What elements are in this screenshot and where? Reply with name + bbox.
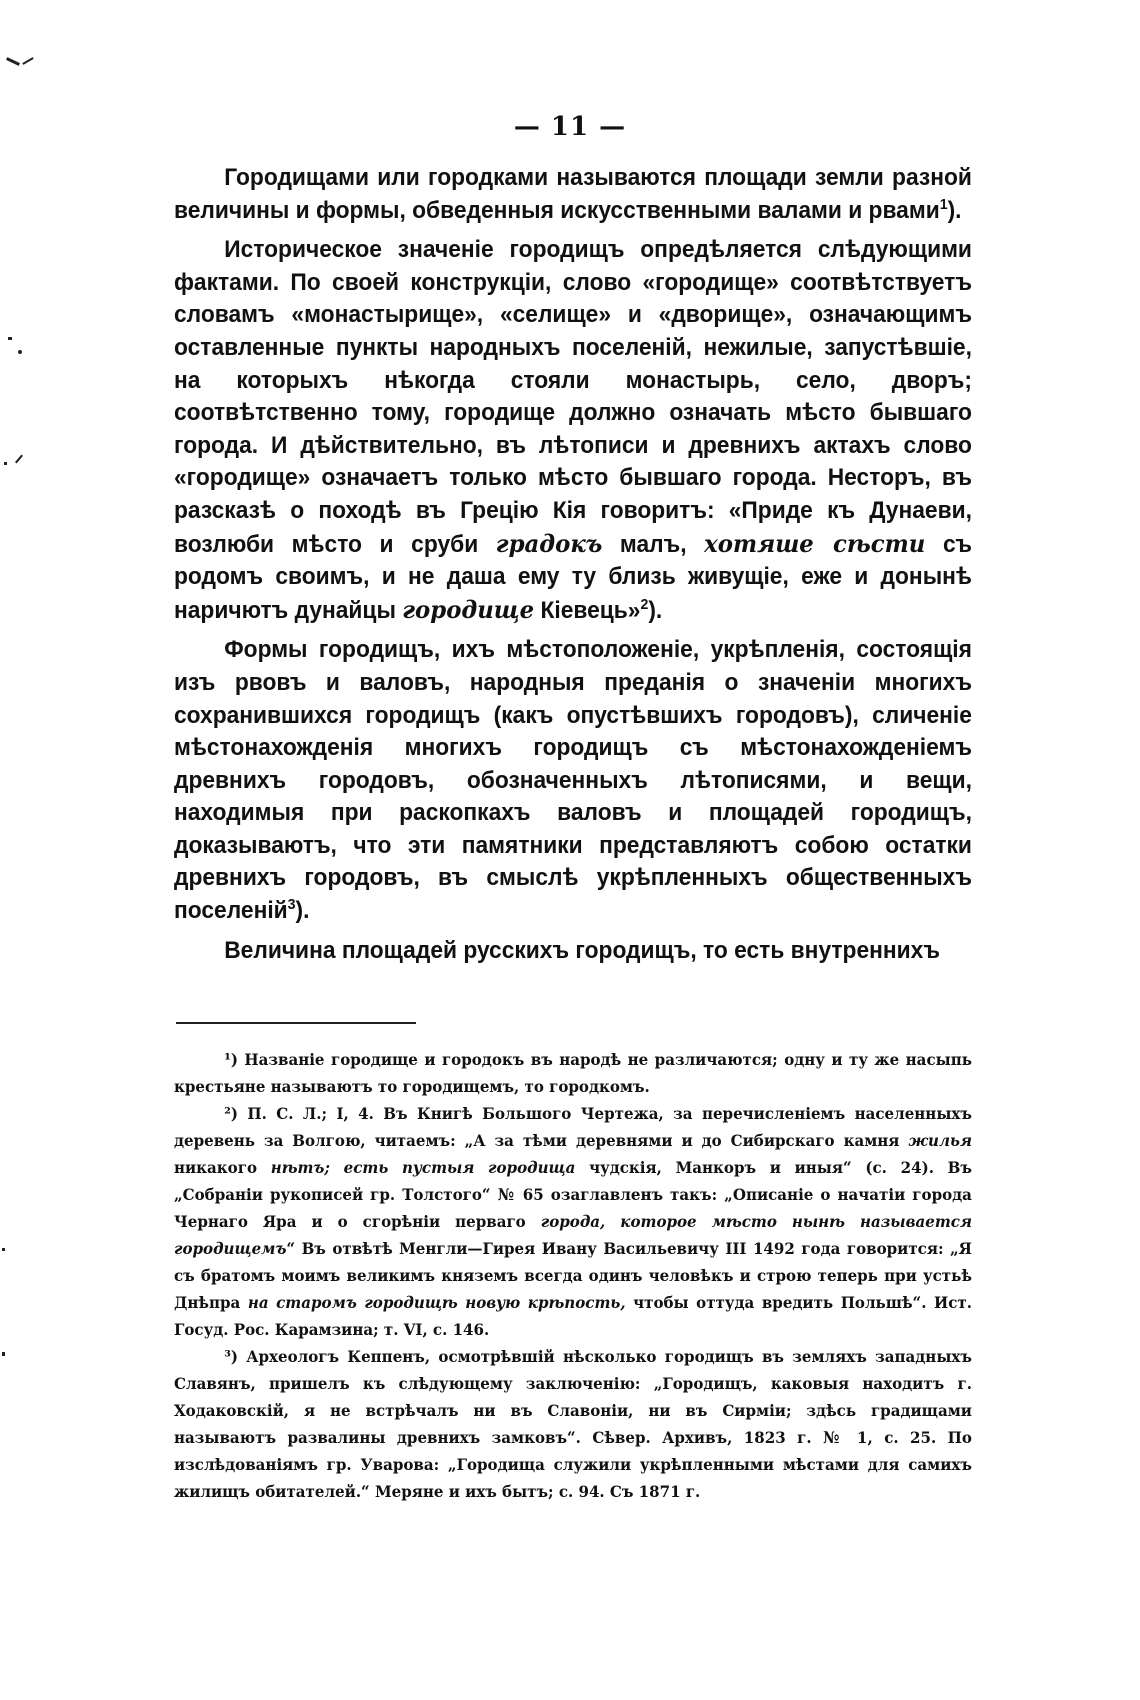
paragraph-historical-meaning [174, 234, 972, 627]
page-number: — 11 — [513, 112, 627, 142]
footnote-text: чтобы оттуда вредить Польшѣ“. Ист. Госуд. Рос. Карамзина; т. VI, с. 146. [174, 1293, 972, 1339]
paragraph-text: съ родомъ своимъ, и не даша ему ту близь живущіе, еже и донынѣ наричютъ дунайцы [174, 530, 972, 624]
paragraph-tail: ). [947, 196, 962, 224]
footnote-ref-2: 2 [640, 595, 649, 613]
footnotes [174, 1046, 972, 1505]
paragraph-text: Кіевець» [534, 596, 641, 624]
paragraph-text: Формы городищъ, ихъ мѣстоположеніе, укрѣпленія, состоящія изъ рвовъ и валовъ, народныя преданія о значеніи многихъ сохранившихся городищъ (какъ опустѣвшихъ городовъ), сличеніе мѣстонахожденія многихъ городищъ съ мѣстонахожденіемъ древнихъ городовъ, обозначенныхъ лѣтописями, и вещи, находимыя при раскопкахъ валовъ и площадей городищъ, доказываютъ, что эти памятники представляютъ собою остатки древнихъ городовъ, въ смыслѣ укрѣпленныхъ общественныхъ поселеній [174, 636, 972, 925]
scan-speck [8, 337, 12, 340]
italic-quote: на старомъ городищѣ новую крѣпость, [247, 1293, 626, 1312]
scan-speck [2, 1352, 5, 1356]
footnote-1 [174, 1046, 972, 1100]
italic-quote: нѣтъ; есть пустыя городища [270, 1158, 576, 1177]
italic-quote: города, которое мѣсто нынѣ называется городищемъ [174, 1212, 972, 1258]
footnote-text: Археологъ Кеппенъ, осмотрѣвшій нѣсколько городищъ въ земляхъ западныхъ Славянъ, пришелъ къ слѣдующему заключенію: „Городищъ, каковыя находитъ г. Ходаковскій, я не встрѣчалъ ни въ Славоніи, ни въ Сирміи; здѣсь градищами называютъ развалины древнихъ замковъ“. Сѣвер. Архивъ, 1823 г. № 1, с. 25. По изслѣдованіямъ гр. Уварова: „Городища служили укрѣпленными мѣстами для самихъ жилищъ обитателей.“ Меряне и ихъ бытъ; с. 94. Съ 1871 г. [174, 1347, 972, 1501]
footnote-text: чудскія, Манкоръ и иныя“ (с. 24). Въ „Собраніи рукописей гр. Толстого“ № 65 озаглавленъ такъ: „Описаніе о начатіи города Чернаго Яра и о сгорѣніи перваго [174, 1158, 972, 1231]
paragraph-text: Городищами или городками называются площади земли разной величины и формы, обведенныя искусственными валами и рвами [174, 164, 972, 224]
footnote-text: никакого [174, 1158, 271, 1177]
paragraph-tail: ). [648, 596, 663, 624]
footnote-2 [174, 1100, 972, 1343]
paragraph-size [174, 935, 972, 968]
footnote-marker: ²) [224, 1104, 238, 1123]
italic-quote: хотяше сѣсти [704, 528, 926, 558]
scan-speck [15, 455, 23, 464]
scan-speck [18, 350, 22, 354]
paragraph-forms [174, 634, 972, 927]
paragraph-text: Историческое значеніе городищъ опредѣляется слѣдующими фактами. По своей конструкціи, слово «городище» соотвѣтствуетъ словамъ «монастырище», «селище» и «дворище», означающимъ оставленные пункты народныхъ поселеній, нежилые, запустѣвшіе, на которыхъ нѣкогда стояли монастырь, село, дворъ; соотвѣтственно тому, городище должно означать мѣсто бывшаго города. И дѣйствительно, въ лѣтописи и древнихъ актахъ слово «городище» означаетъ только мѣсто бывшаго города. Несторъ, въ разсказѣ о походѣ въ Грецію Кія говоритъ: «Приде къ Дунаеви, возлюби мѣсто и сруби [174, 236, 972, 558]
footnote-3 [174, 1343, 972, 1505]
footnote-marker: ¹) [224, 1050, 238, 1069]
paragraph-text: малъ, [602, 530, 705, 558]
italic-quote: городище [402, 594, 535, 624]
footnote-divider [176, 1022, 416, 1024]
italic-quote: градокъ [495, 528, 603, 558]
italic-quote: жилья [908, 1131, 972, 1150]
footnote-marker: ³) [224, 1347, 238, 1366]
footnote-ref-1: 1 [939, 195, 948, 213]
scan-speck [22, 57, 33, 65]
footnote-text: “ Въ отвѣтѣ Менгли—Гирея Ивану Васильевичу III 1492 года говорится: „Я съ братомъ моимъ великимъ княземъ всегда одинъ человѣкъ и строю теперь при устьѣ Днѣпра [174, 1239, 972, 1312]
scan-speck [6, 57, 20, 66]
footnote-ref-3: 3 [287, 895, 296, 913]
footnote-text: Названіе городище и городокъ въ народѣ не различаются; одну и ту же насыпь крестьяне называютъ то городищемъ, то городкомъ. [174, 1050, 972, 1096]
paragraph-text: Величина площадей русскихъ городищъ, то есть внутреннихъ [224, 936, 940, 964]
scan-speck [4, 462, 7, 465]
main-text [174, 162, 972, 967]
paragraph-definition [174, 162, 972, 227]
scan-speck [2, 1248, 5, 1251]
footnote-text: П. С. Л.; I, 4. Въ Книгѣ Большого Чертежа, за перечисленіемъ населенныхъ деревень за Волгою, читаемъ: „А за тѣми деревнями и до Сибирскаго камня [174, 1104, 972, 1150]
paragraph-tail: ). [295, 897, 310, 925]
